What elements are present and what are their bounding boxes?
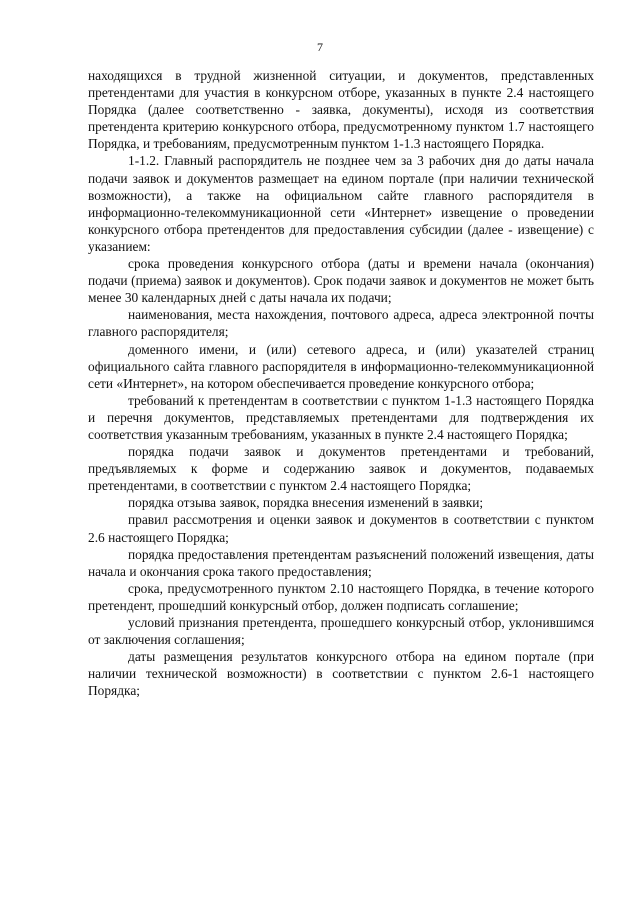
paragraph-9: правил рассмотрения и оценки заявок и документов в соответствии с пунктом 2.6 настоящего Порядка; (88, 512, 594, 545)
paragraph-7: порядка подачи заявок и документов претендентами и требований, предъявляемых к форме и содержанию заявок и документов, подаваемых претендентами, в соответствии с пунктом 2.4 настоящего Порядка; (88, 444, 594, 494)
paragraph-3: срока проведения конкурсного отбора (даты и времени начала (окончания) подачи (приема) заявок и документов). Срок подачи заявок и документов не может быть менее 30 календарных дней с даты начала их подачи; (88, 256, 594, 306)
paragraph-12: условий признания претендента, прошедшего конкурсный отбор, уклонившимся от заключения соглашения; (88, 615, 594, 648)
paragraph-13: даты размещения результатов конкурсного отбора на едином портале (при наличии технической возможности) в соответствии с пунктом 2.6-1 настоящего Порядка; (88, 649, 594, 699)
paragraph-4: наименования, места нахождения, почтового адреса, адреса электронной почты главного распорядителя; (88, 307, 594, 340)
paragraph-6: требований к претендентам в соответствии с пунктом 1-1.3 настоящего Порядка и перечня документов, представляемых претендентами для подтверждения их соответствия указанным требованиям, указанных в пункте 2.4 настоящего Порядка; (88, 392, 594, 442)
paragraph-8: порядка отзыва заявок, порядка внесения изменений в заявки; (128, 495, 484, 511)
document-body (88, 67, 594, 699)
paragraph-2: 1-1.2. Главный распорядитель не позднее чем за 3 рабочих дня до даты начала подачи заявок и документов размещает на едином портале (при наличии технической возможности), а также на официальном сайте главного распорядителя в информационно-телекоммуникационной сети «Интернет» извещение о проведении конкурсного отбора претендентов для предоставления субсидии (далее - извещение) с указанием: (88, 153, 594, 254)
page-number: 7 (317, 40, 323, 54)
paragraph-11: срока, предусмотренного пунктом 2.10 настоящего Порядка, в течение которого претендент, прошедший конкурсный отбор, должен подписать соглашение; (88, 580, 594, 613)
paragraph-10: порядка предоставления претендентам разъяснений положений извещения, даты начала и окончания срока такого предоставления; (88, 546, 594, 579)
paragraph-1: находящихся в трудной жизненной ситуации, и документов, представленных претендентами для участия в конкурсном отборе, указанных в пункте 2.4 настоящего Порядка (далее соответственно - заявка, документы), исходя из соответствия претендента критерию конкурсного отбора, предусмотренному пунктом 1.7 настоящего Порядка, и требованиям, предусмотренным пунктом 1-1.3 настоящего Порядка. (88, 68, 594, 152)
paragraph-5: доменного имени, и (или) сетевого адреса, и (или) указателей страниц официального сайта главного распорядителя в информационно-телекоммуникационной сети «Интернет», на котором обеспечивается проведение конкурсного отбора; (88, 341, 594, 391)
